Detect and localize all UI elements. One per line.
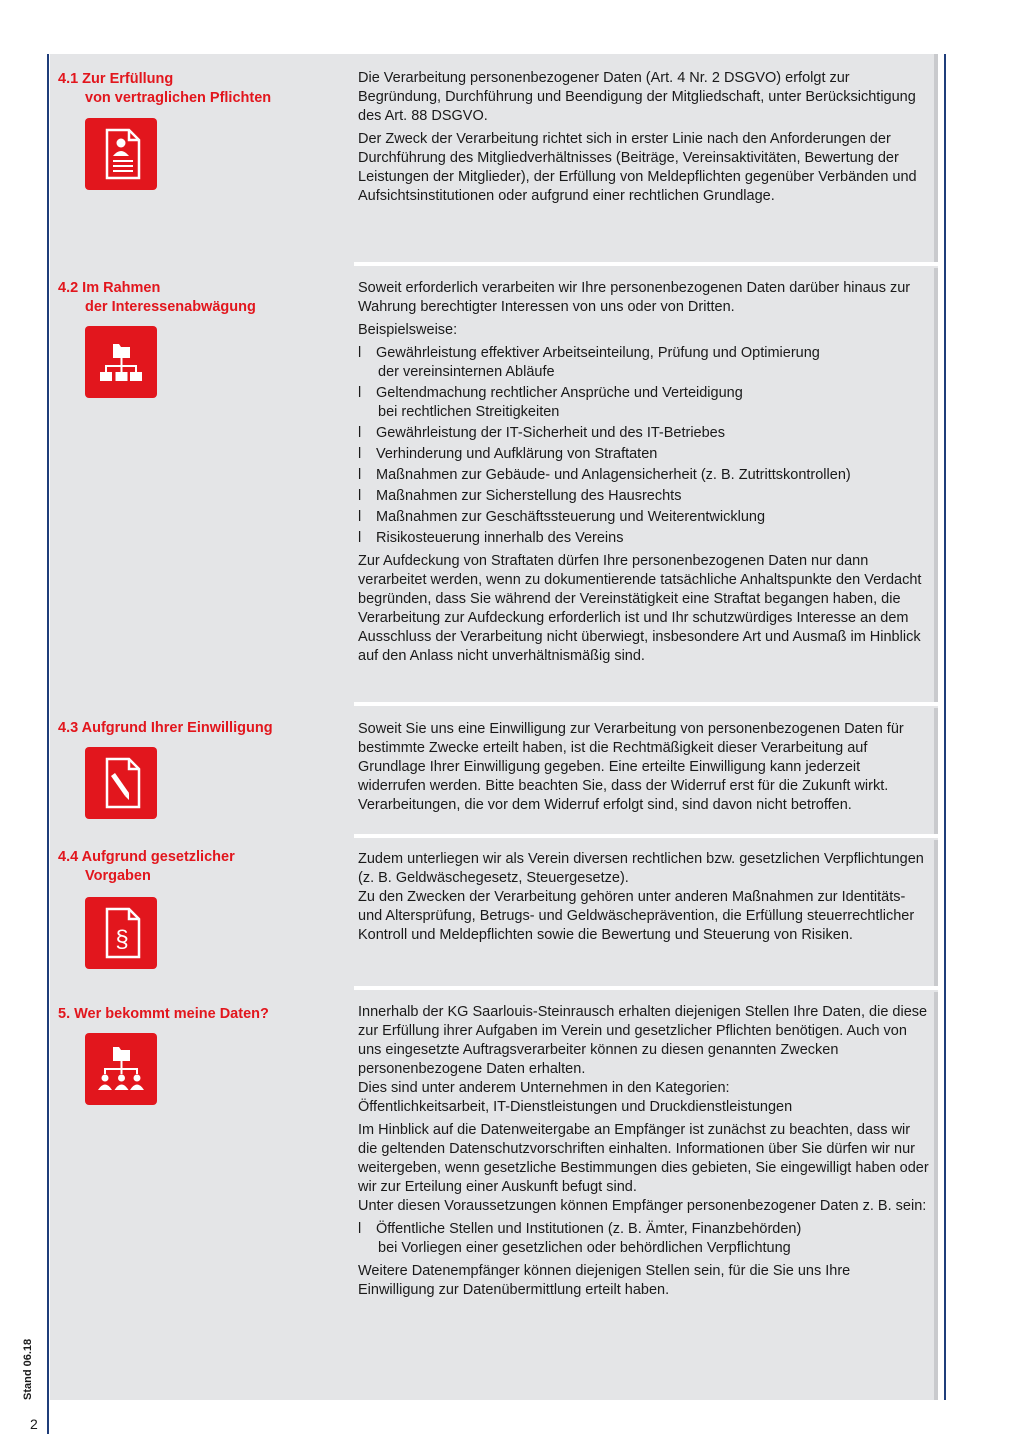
section-text-4-2 (358, 279, 930, 670)
heading-line: von vertraglichen Pflichten (85, 90, 272, 106)
paragraph: Öffentlichkeitsarbeit, IT-Dienstleistungen und Druckdienstleistungen (358, 1099, 793, 1115)
list-item (358, 529, 930, 548)
left-rule (47, 54, 49, 1434)
bullet-mark: l (358, 385, 362, 401)
paragraph: Zu den Zwecken der Verarbeitung gehören unter anderen Maßnahmen zur Identitäts- und Altersprüfung, Betrugs- und Geldwäscheprävention, die Erfüllung steuerrechtlicher Kontroll und Meldepflichten sowie die Bewertung und Steuerung von Risiken. (358, 889, 915, 943)
document-person-icon (85, 118, 157, 190)
section-heading-4-3 (58, 719, 273, 738)
panel-edge (934, 840, 938, 986)
list-item-text: der vereinsinternen Abläufe (378, 364, 555, 380)
list-item-text: bei Vorliegen einer gesetzlichen oder behördlichen Verpflichtung (378, 1240, 791, 1256)
org-chart-icon (85, 326, 157, 398)
list-item (358, 424, 930, 443)
list-item (358, 445, 930, 464)
section-heading-4-1 (58, 70, 271, 108)
heading-line: Vorgaben (85, 868, 151, 884)
heading-line: 4.4 Aufgrund gesetzlicher (58, 849, 235, 865)
stand-label: Stand 06.18 (22, 1338, 34, 1400)
list-item-text: Öffentliche Stellen und Institutionen (z. B. Ämter, Finanzbehörden) (376, 1221, 802, 1237)
org-chart-people-icon (85, 1033, 157, 1105)
paragraph: Im Hinblick auf die Datenweitergabe an Empfänger ist zunächst zu beachten, dass wir die geltenden Datenschutzvorschriften einhalten. Informationen über Sie dürfen wir nur weitergeben, wenn gesetzliche Bestimmungen dies gebieten, Sie eingewilligt haben oder wir zur Erteilung einer Auskunft befugt sind. (358, 1122, 929, 1195)
bullet-mark: l (358, 488, 362, 504)
heading-line: 4.1 Zur Erfüllung (58, 71, 174, 87)
section-text-5 (358, 1003, 930, 1304)
section-divider (354, 262, 938, 266)
list-item-text: Gewährleistung der IT-Sicherheit und des IT-Betriebes (376, 425, 725, 441)
list-item (358, 508, 930, 527)
paragraph: Beispielsweise: (358, 322, 458, 338)
heading-line: 4.3 Aufgrund Ihrer Einwilligung (58, 720, 273, 736)
page-number-rule (47, 1414, 49, 1434)
document-paragraph-icon (85, 897, 157, 969)
panel-edge (934, 992, 938, 1400)
paragraph: Innerhalb der KG Saarlouis-Steinrausch erhalten diejenigen Stellen Ihre Daten, die diese zur Erfüllung ihrer Aufgaben im Verein und gesetzlicher Pflichten benötigen. Auch von uns eingesetzte Auftragsverarbeiter können zu diesen genannten Zwecken personenbezogene Daten erhalten. (358, 1004, 928, 1077)
list-item-text: Geltendmachung rechtlicher Ansprüche und Verteidigung (376, 385, 743, 401)
list-item-text: Maßnahmen zur Gebäude- und Anlagensicherheit (z. B. Zutrittskontrollen) (376, 467, 851, 483)
right-rule (944, 54, 946, 1400)
section-divider (354, 702, 938, 706)
list-item-text: Risikosteuerung innerhalb des Vereins (376, 530, 624, 546)
list-item (358, 344, 930, 382)
heading-line: 5. Wer bekommt meine Daten? (58, 1006, 269, 1022)
list-item-text: Maßnahmen zur Sicherstellung des Hausrechts (376, 488, 682, 504)
bullet-mark: l (358, 1221, 362, 1237)
paragraph: Zudem unterliegen wir als Verein diversen rechtlichen bzw. gesetzlichen Verpflichtungen (z. B. Geldwäschegesetz, Steuergesetze). (358, 851, 924, 886)
section-text-4-3 (358, 720, 930, 819)
list-item-text: Verhinderung und Aufklärung von Straftaten (376, 446, 658, 462)
bullet-mark: l (358, 425, 362, 441)
bullet-mark: l (358, 530, 362, 546)
paragraph: Weitere Datenempfänger können diejenigen Stellen sein, für die Sie uns Ihre Einwilligung zur Datenübermittlung erteilt haben. (358, 1263, 851, 1298)
list-item-text: Gewährleistung effektiver Arbeitseinteilung, Prüfung und Optimierung (376, 345, 820, 361)
section-heading-5 (58, 1005, 269, 1024)
paragraph: Dies sind unter anderem Unternehmen in den Kategorien: (358, 1080, 730, 1096)
heading-line: 4.2 Im Rahmen (58, 280, 161, 296)
section-text-4-4 (358, 850, 930, 949)
section-text-4-1 (358, 69, 930, 210)
bullet-mark: l (358, 509, 362, 525)
list-item-text: bei rechtlichen Streitigkeiten (378, 404, 560, 420)
list-item (358, 466, 930, 485)
panel-edge (934, 268, 938, 702)
paragraph: Zur Aufdeckung von Straftaten dürfen Ihre personenbezogenen Daten nur dann verarbeitet werden, wenn zu dokumentierende tatsächliche Anhaltspunkte den Verdacht begründen, dass Sie während der Vereinstätigkeit eine Straftat begangen haben, die Verarbeitung zur Aufdeckung erforderlich ist und Ihr schutzwürdiges Interesse an dem Ausschluss der Verarbeitung nicht überwiegt, insbesondere Art und Ausmaß im Hinblick auf den Anlass nicht unverhältnismäßig sind. (358, 553, 922, 664)
paragraph: Der Zweck der Verarbeitung richtet sich in erster Linie nach den Anforderungen der Durchführung des Mitgliedverhältnisses (Beiträge, Vereinsaktivitäten, Bewertung der Leistungen der Mitglieder), der Erfüllung von Meldepflichten gegenüber Verbänden und Aufsichtsinstitutionen oder aufgrund einer rechtlichen Grundlage. (358, 131, 917, 204)
list-item (358, 1220, 930, 1258)
bullet-mark: l (358, 345, 362, 361)
paragraph: Soweit erforderlich verarbeiten wir Ihre personenbezogenen Daten darüber hinaus zur Wahrung berechtigter Interessen von uns oder von Dritten. (358, 280, 911, 315)
heading-line: der Interessenabwägung (85, 299, 256, 315)
section-divider (354, 834, 938, 838)
document-pen-icon (85, 747, 157, 819)
section-divider (354, 986, 938, 990)
section-heading-4-4 (58, 848, 235, 886)
section-heading-4-2 (58, 279, 256, 317)
panel-edge (934, 708, 938, 834)
list-item (358, 384, 930, 422)
paragraph: Die Verarbeitung personenbezogener Daten (Art. 4 Nr. 2 DSGVO) erfolgt zur Begründung, Durchführung und Beendigung der Mitgliedschaft, unter Berücksichtigung des Art. 88 DSGVO. (358, 70, 916, 124)
paragraph: Soweit Sie uns eine Einwilligung zur Verarbeitung von personenbezogenen Daten für bestimmte Zwecke erteilt haben, ist die Rechtmäßigkeit dieser Verarbeitung auf Grundlage Ihrer Einwilligung gegeben. Eine erteilte Einwilligung kann jederzeit widerrufen werden. Bitte beachten Sie, dass der Widerruf erst für die Zukunft wirkt. Verarbeitungen, die vor dem Widerruf erfolgt sind, sind davon nicht betroffen. (358, 721, 904, 813)
bullet-mark: l (358, 467, 362, 483)
page-number: 2 (30, 1416, 38, 1432)
bullet-mark: l (358, 446, 362, 462)
list-item (358, 487, 930, 506)
list-item-text: Maßnahmen zur Geschäftssteuerung und Weiterentwicklung (376, 509, 766, 525)
svg-text:§: § (115, 926, 129, 953)
paragraph: Unter diesen Voraussetzungen können Empfänger personenbezogener Daten z. B. sein: (358, 1198, 927, 1214)
panel-edge (934, 54, 938, 262)
